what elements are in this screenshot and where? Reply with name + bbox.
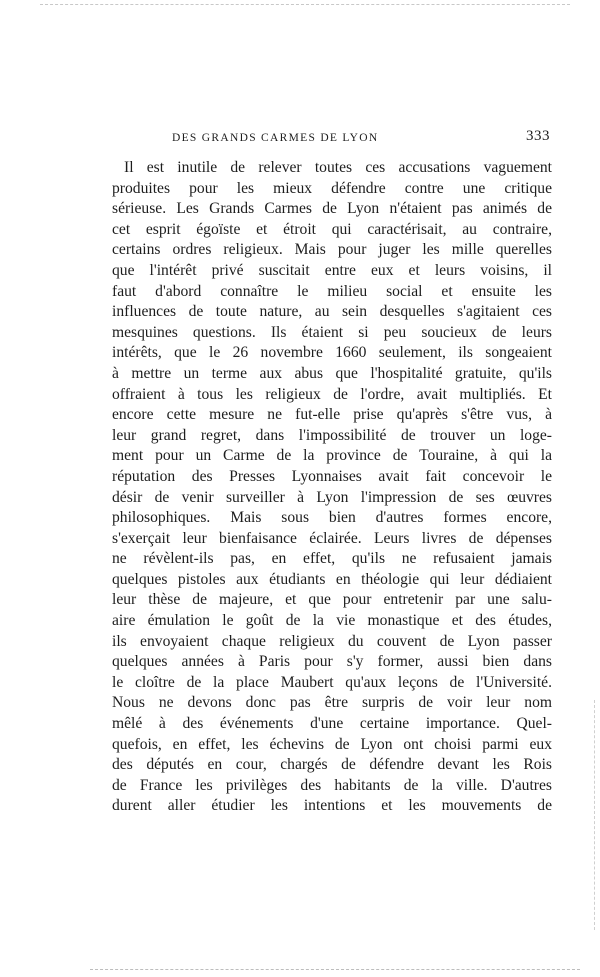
text-line-5: certains ordres religieux. Mais pour juger les mille querelles xyxy=(112,241,552,259)
text-line-26: le cloître de la place Maubert qu'aux leçons de l'Université. xyxy=(112,673,552,691)
text-line-12: offraient à tous les religieux de l'ordre, avait multipliés. Et xyxy=(112,385,552,403)
text-line-16: réputation des Presses Lyonnaises avait fait concevoir le xyxy=(112,467,552,485)
text-line-18: philosophiques. Mais sous bien d'autres formes encore, xyxy=(112,509,552,527)
text-line-3: sérieuse. Les Grands Carmes de Lyon n'étaient pas animés de xyxy=(112,200,552,218)
text-line-1: Il est inutile de relever toutes ces accusations vaguement xyxy=(124,159,552,176)
text-line-21: quelques pistoles aux étudiants en théologie qui leur dédiaient xyxy=(112,570,552,588)
text-line-22: leur thèse de majeure, et que pour entretenir par une salu- xyxy=(112,591,552,609)
text-line-11: à mettre un terme aux abus que l'hospitalité gratuite, qu'ils xyxy=(112,364,552,382)
text-line-9: mesquines questions. Ils étaient si peu soucieux de leurs xyxy=(112,323,552,341)
text-line-15: ment pour un Carme de la province de Touraine, à qui la xyxy=(112,447,552,465)
running-head xyxy=(110,126,550,148)
text-line-17: désir de venir surveiller à Lyon l'impression de ses œuvres xyxy=(112,488,552,506)
text-line-20: ne révèlent-ils pas, en effet, qu'ils ne refusaient jamais xyxy=(112,550,552,568)
text-line-31: de France les privilèges des habitants de la ville. D'autres xyxy=(112,776,552,794)
text-line-32: durent aller étudier les intentions et les mouvements de xyxy=(112,797,552,815)
text-line-4: cet esprit égoïste et étroit qui caractérisait, au contraire, xyxy=(112,220,552,238)
scan-edge-right xyxy=(594,700,596,930)
text-line-27: Nous ne devons donc pas être surpris de voir leur nom xyxy=(112,694,552,712)
text-line-29: quefois, en effet, les échevins de Lyon ont choisi parmi eux xyxy=(112,735,552,753)
text-line-25: quelques années à Paris pour s'y former, aussi bien dans xyxy=(112,653,552,671)
text-line-10: intérêts, que le 26 novembre 1660 seulement, ils songeaient xyxy=(112,344,552,362)
text-line-19: s'exerçait leur bienfaisance éclairée. Leurs livres de dépenses xyxy=(112,529,552,547)
text-line-2: produites pour les mieux défendre contre une critique xyxy=(112,179,552,197)
text-line-28: mêlé à des événements d'une certaine importance. Quel- xyxy=(112,715,552,733)
text-line-8: influences de toute nature, au sein desquelles s'agitaient ces xyxy=(112,303,552,321)
text-line-6: que l'intérêt privé suscitait entre eux et leurs voisins, il xyxy=(112,261,552,279)
body-text xyxy=(112,158,552,817)
text-line-14: leur grand regret, dans l'impossibilité de trouver un loge- xyxy=(112,426,552,444)
running-title: DES GRANDS CARMES DE LYON xyxy=(172,132,379,144)
text-line-30: des députés en cour, chargés de défendre devant les Rois xyxy=(112,756,552,774)
text-line-13: encore cette mesure ne fut-elle prise qu'après s'être vus, à xyxy=(112,406,552,424)
scan-edge-bottom xyxy=(90,969,580,971)
text-line-24: ils envoyaient chaque religieux du couvent de Lyon passer xyxy=(112,632,552,650)
page-number: 333 xyxy=(526,128,550,144)
text-line-23: aire émulation le goût de la vie monastique et des études, xyxy=(112,612,552,630)
scan-edge-top xyxy=(40,4,570,6)
text-line-7: faut d'abord connaître le milieu social et ensuite les xyxy=(112,282,552,300)
